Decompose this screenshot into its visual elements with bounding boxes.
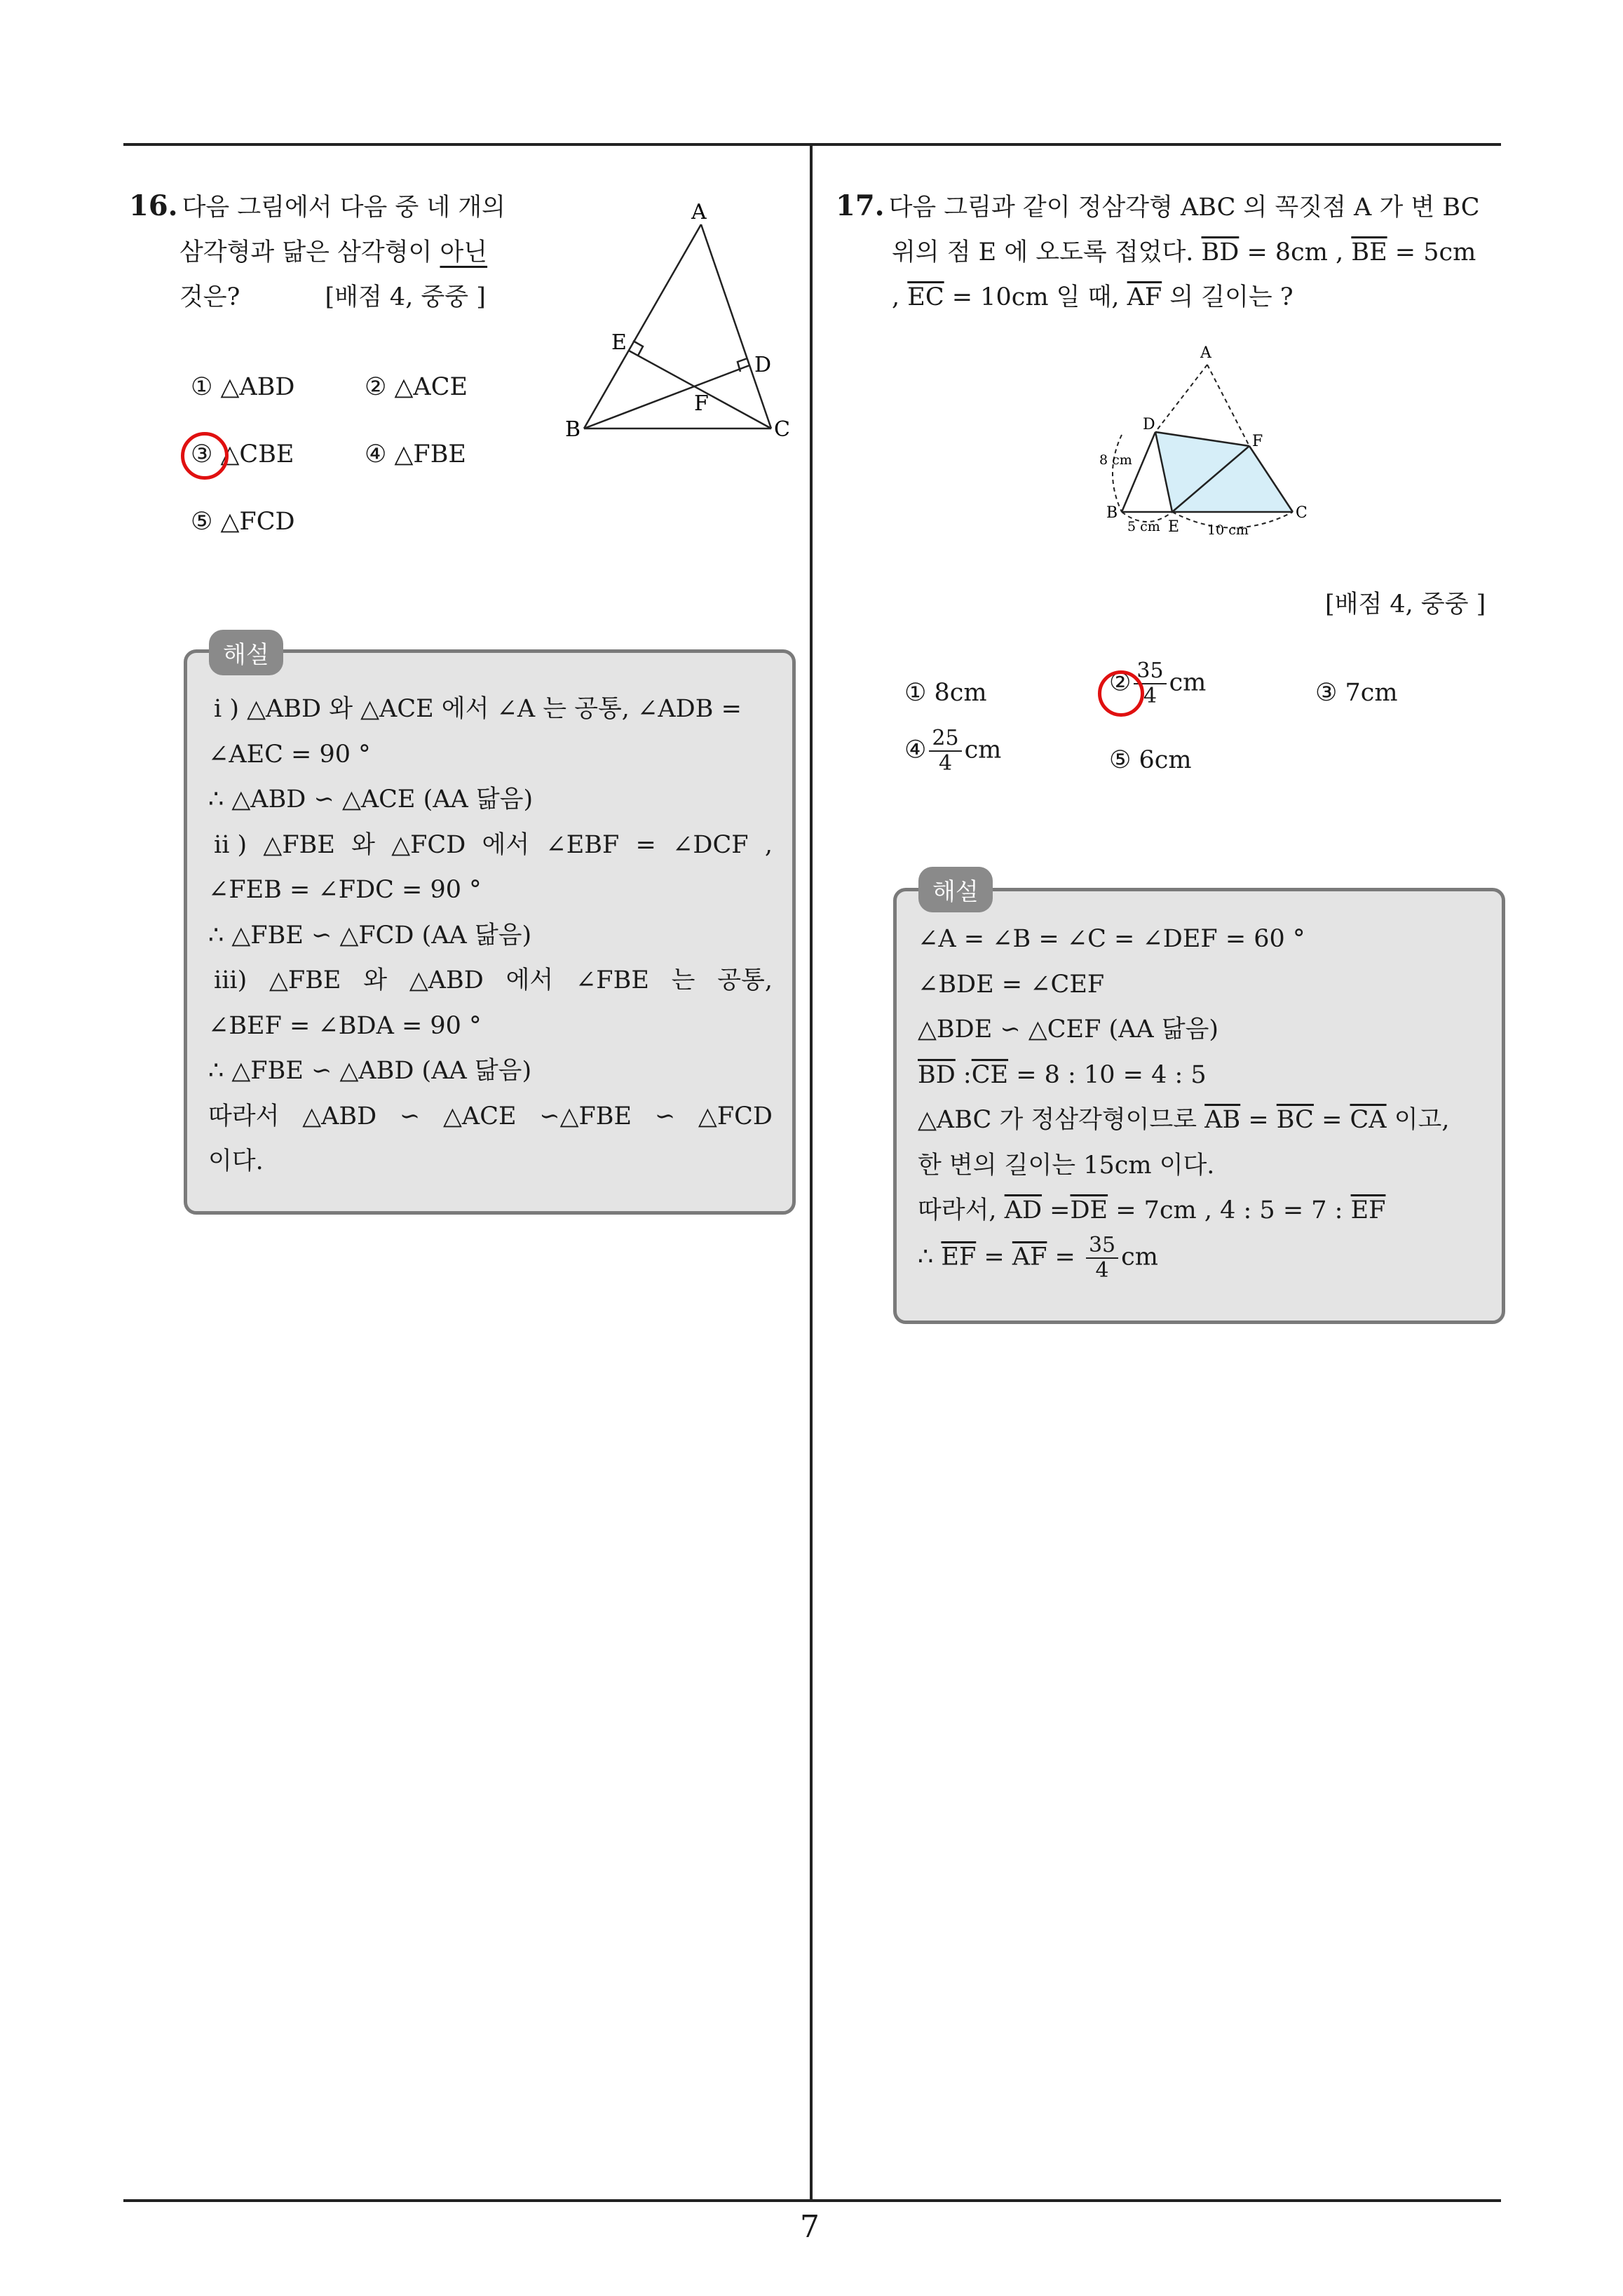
q17-solution-box (893, 888, 1505, 1324)
q17-folded-region (1155, 432, 1293, 512)
q17-solution-label: 해설 (918, 867, 993, 912)
q16-answer-mark (181, 432, 229, 480)
q16-figure (561, 196, 799, 449)
q17-label-f: F (1252, 433, 1263, 450)
q16-solution-label: 해설 (209, 630, 283, 675)
q16-score: [배점 4, 중중 ] (325, 283, 486, 311)
q16-option-4[interactable]: ④ △FBE (365, 440, 466, 468)
q16-solution-line7: iii) △FBE 와 △ABD 에서 ∠FBE 는 공통, (214, 966, 773, 994)
q16-solution-line4: ii ) △FBE 와 △FCD 에서 ∠EBF = ∠DCF , (214, 830, 773, 859)
q16-option-2[interactable]: ② △ACE (365, 373, 468, 401)
q16-label-a: A (691, 200, 707, 224)
q17-option-2-fraction: $\frac{35}{4}$ (1134, 659, 1166, 708)
q16-solution-text: i ) △ABD 와 △ACE 에서 ∠A 는 공통, ∠ADB = ∠AEC = 90 ° ∴ △ABD ∽ △ACE (AA 닮음) ii ) △FBE 와 △FCD 에서 ∠EBF = ∠DCF , ∠FEB = ∠FDC = 90 ° ∴ △FBE ∽ △FCD (AA 닮음) iii) △FBE 와 △ABD 에서 ∠FBE 는 공통, ∠BEF = ∠BDA = 90 ° ∴ △FBE ∽ △ABD (AA 닮음) 따라서 △ABD ∽ △ACE ∽△FBE ∽ △FCD 이다. (208, 695, 773, 1175)
q16-number: 16. (129, 189, 178, 222)
q17-score: [배점 4, 중중 ] (1325, 590, 1486, 619)
q16-line3: 것은? [배점 4, 중중 ] (179, 283, 486, 311)
q17-label-d: D (1143, 416, 1155, 433)
q17-solution-line7: 따라서, $\overline{AD} =\overline{DE} = 7cm$ , 4 : 5 = 7 : $\overline{EF}$ (918, 1196, 1386, 1224)
q16-option-3[interactable]: ③ △CBE (191, 440, 294, 468)
q16-label-e: E (611, 330, 627, 355)
q16-segment-ce (629, 351, 771, 428)
q17-dashed-af (1207, 365, 1249, 446)
q16-label-d: D (754, 353, 772, 377)
bottom-rule (123, 2199, 1501, 2202)
q17-solution-line5: △ABC 가 정삼각형이므로 $\overline{AB} = \overline{BC} = \overline{CA}$ 이고, (918, 1106, 1450, 1134)
q17-line3: , $\overline{EC} = 10cm$ 일 때, $\overline{AF}$ 의 길이는 ? (892, 283, 1293, 311)
q17-option-3[interactable]: ③ 7cm (1315, 679, 1398, 707)
q16-side-ac (701, 224, 771, 428)
question-17 (836, 184, 1509, 320)
q16-underlined-word: 아닌 (440, 238, 488, 266)
q17-segment-bd (1122, 432, 1155, 512)
q17-solution-text: ∠A = ∠B = ∠C = ∠DEF = 60 ° ∠BDE = ∠CEF △BDE ∽ △CEF (AA 닮음) $\overline{BD}$ $:\overline{CE} = 8$ : 10 = 4 : 5 △ABC 가 정삼각형이므로 $\overline{AB} = \overline{BC} = \overline{CA}$ 이고, 한 변의 길이는 15cm 이다. 따라서, $\overline{AD} =\overline{DE} = 7cm$ , 4 : 5 = 7 : $\overline{EF}$ ∴ $\overline{EF} = \overline{AF}$ = $\frac{35}{4}$ cm (918, 917, 1486, 1283)
q17-label-5cm: 5 cm (1127, 519, 1160, 534)
q17-number: 17. (836, 189, 885, 222)
q17-solution-line4: $\overline{BD}$ $:\overline{CE} = 8$ : 10 = 4 : 5 (918, 1060, 1207, 1089)
q17-label-c: C (1296, 504, 1308, 522)
q17-label-10cm: 10 cm (1207, 522, 1249, 538)
page-number: 7 (800, 2209, 820, 2245)
q17-solution-line8: ∴ $\overline{EF} = \overline{AF}$ = $\frac{35}{4}$ cm (918, 1232, 1158, 1283)
q17-label-8cm: 8 cm (1099, 452, 1132, 468)
q16-solution-box (184, 649, 796, 1215)
q17-brace-8cm (1113, 435, 1122, 512)
q16-option-5[interactable]: ⑤ △FCD (191, 508, 295, 536)
q16-segment-bd (584, 365, 749, 428)
q17-solution-fraction: $\frac{35}{4}$ (1086, 1234, 1118, 1283)
q17-line1: 17. 다음 그림과 같이 정삼각형 ABC 의 꼭짓점 A 가 변 BC (836, 189, 1480, 222)
q16-label-c: C (774, 417, 790, 442)
q16-line2: 삼각형과 닮은 삼각형이 아닌 (179, 238, 488, 266)
column-divider (810, 143, 813, 2201)
q17-option-4-fraction: $\frac{25}{4}$ (929, 727, 961, 776)
q16-solution-line10: 따라서 △ABD ∽ △ACE ∽△FBE ∽ △FCD (208, 1102, 773, 1130)
q17-dashed-ad (1155, 365, 1207, 432)
q16-side-ab (584, 224, 701, 428)
q17-answer-mark (1098, 670, 1144, 717)
q16-label-f: F (694, 391, 709, 416)
q17-option-5[interactable]: ⑤ 6cm (1109, 746, 1192, 774)
q16-line1: 16. 다음 그림에서 다음 중 네 개의 (129, 189, 505, 222)
q17-label-e: E (1168, 518, 1180, 536)
q17-label-a: A (1200, 344, 1211, 362)
q16-label-b: B (565, 417, 581, 442)
q17-line2: 위의 점 E 에 오도록 접었다. $\overline{BD} = 8cm$ , $\overline{BE} = 5cm$ (892, 238, 1476, 266)
question-16 (129, 184, 550, 320)
q17-option-1[interactable]: ① 8cm (904, 679, 987, 707)
q17-option-4[interactable]: ④ $\frac{25}{4}$ cm (904, 726, 1002, 776)
q16-right-angle-d (738, 358, 747, 372)
q17-figure (1094, 344, 1318, 540)
q17-label-b: B (1106, 504, 1118, 522)
q17-option-2[interactable]: ② $\frac{35}{4}$ cm (1109, 659, 1207, 708)
q16-option-1[interactable]: ① △ABD (191, 373, 295, 401)
